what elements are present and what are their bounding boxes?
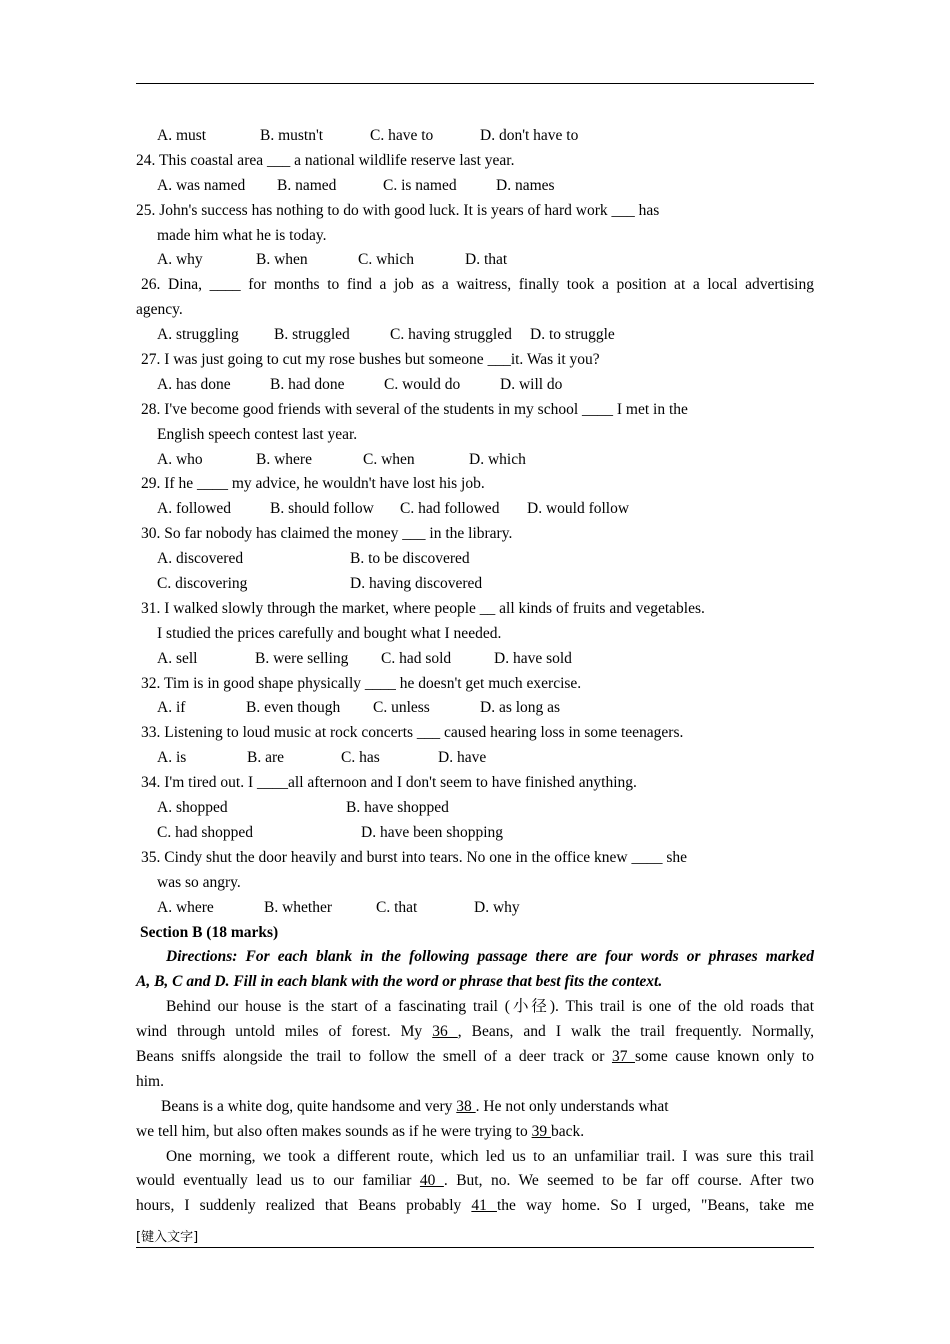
q30-option-a: A. discovered <box>157 550 244 568</box>
q25-stem-line2: made him what he is today. <box>157 226 327 244</box>
q25-options <box>136 248 814 273</box>
q23-option-a: A. must <box>157 127 207 144</box>
passage-text: back. <box>550 1122 585 1140</box>
passage-p1-line3 <box>136 1045 814 1070</box>
q33-option-c: C. has <box>341 749 380 767</box>
passage-text: we tell him, but also often makes sounds as if he were trying to <box>136 1122 532 1140</box>
header-rule <box>136 83 814 84</box>
q23-option-c: C. have to <box>370 127 434 144</box>
q24-option-d: D. names <box>496 176 555 194</box>
q34-options-row1 <box>136 796 814 821</box>
q32-stem: 32. Tim is in good shape physically ____ he doesn't get much exercise. <box>141 674 582 692</box>
q27-stem: 27. I was just going to cut my rose bushes but someone ___it. Was it you? <box>141 351 600 369</box>
q24-stem: 24. This coastal area ___ a national wildlife reserve last year. <box>136 151 515 169</box>
blank-36: 36 <box>432 1023 458 1041</box>
q25-option-c: C. which <box>358 251 414 269</box>
q25-stem-line1: 25. John's success has nothing to do with good luck. It is years of hard work ___ has <box>136 201 660 219</box>
passage-p3-line3 <box>136 1194 814 1219</box>
q30-option-c: C. discovering <box>157 575 248 593</box>
q26-options <box>136 323 814 348</box>
q23-option-b: B. mustn't <box>260 127 324 144</box>
q28-stem-line1: 28. I've become good friends with several of the students in my school ____ I met in the <box>141 400 688 418</box>
directions-line1: Directions: For each blank in the following passage there are four words or phrases marked <box>166 948 814 966</box>
footer-placeholder: [键入文字] <box>136 1230 199 1245</box>
q24-option-b: B. named <box>277 176 337 194</box>
q26-option-a: A. struggling <box>157 326 239 344</box>
q30-option-b: B. to be discovered <box>350 550 470 568</box>
q34-option-c: C. had shopped <box>157 823 254 841</box>
q23-options <box>136 124 814 149</box>
blank-40: 40 <box>419 1172 444 1190</box>
blank-38: 38 <box>456 1097 476 1115</box>
q26-stem-line2: agency. <box>136 301 183 319</box>
passage-p3-line1: One morning, we took a different route, which led us to an unfamiliar trail. I was sure this trail <box>166 1147 814 1165</box>
q32-option-a: A. if <box>157 699 186 717</box>
q27-options <box>136 373 814 398</box>
passage-text: Beans is a white dog, quite handsome and very <box>161 1097 457 1115</box>
q35-options <box>136 896 814 921</box>
q35-stem-line2: was so angry. <box>157 873 241 891</box>
q29-option-d: D. would follow <box>527 500 630 518</box>
q23-option-d: D. don't have to <box>480 127 579 144</box>
q34-option-b: B. have shopped <box>346 799 449 817</box>
passage-text: . But, no. We seemed to be far off course. After two <box>443 1172 815 1190</box>
passage-p1-line1: Behind our house is the start of a fascinating trail (小径). This trail is one of the old roads that <box>166 998 814 1016</box>
q30-stem: 30. So far nobody has claimed the money ___ in the library. <box>141 525 513 543</box>
q29-option-a: A. followed <box>157 500 232 518</box>
footer-rule <box>136 1247 814 1248</box>
q34-option-d: D. have been shopping <box>361 823 504 841</box>
q33-option-d: D. have <box>438 749 487 767</box>
q31-stem-line1: 31. I walked slowly through the market, where people __ all kinds of fruits and vegetables. <box>141 599 705 617</box>
q29-option-b: B. should follow <box>270 500 374 518</box>
blank-39: 39 <box>531 1122 551 1140</box>
q35-option-b: B. whether <box>264 898 333 916</box>
passage-text: , Beans, and I walk the trail frequently. Normally, <box>457 1023 814 1041</box>
q28-option-d: D. which <box>469 450 526 468</box>
q34-options-row2 <box>136 821 814 846</box>
passage-text: wind through untold miles of forest. My <box>136 1023 433 1041</box>
q25-option-b: B. when <box>256 251 308 269</box>
q24-option-c: C. is named <box>383 176 457 194</box>
q26-option-b: B. struggled <box>274 326 350 344</box>
q27-option-d: D. will do <box>500 375 563 393</box>
q32-option-c: C. unless <box>373 699 430 717</box>
q35-option-c: C. that <box>376 898 418 916</box>
q27-option-b: B. had done <box>270 375 345 393</box>
q32-option-b: B. even though <box>246 699 341 717</box>
q32-option-d: D. as long as <box>480 699 561 717</box>
passage-p1-line4: him. <box>136 1072 164 1090</box>
q31-option-c: C. had sold <box>381 649 452 667</box>
passage-p2-line2 <box>136 1120 814 1145</box>
section-b-heading: Section B (18 marks) <box>140 923 279 941</box>
q25-option-a: A. why <box>157 251 203 269</box>
q30-option-d: D. having discovered <box>350 575 483 593</box>
q28-option-c: C. when <box>363 450 415 468</box>
q28-stem-line2: English speech contest last year. <box>157 425 358 443</box>
q26-option-c: C. having struggled <box>390 326 512 344</box>
passage-p1-line2 <box>136 1020 814 1045</box>
q35-stem-line1: 35. Cindy shut the door heavily and burst into tears. No one in the office knew ____ she <box>141 848 687 866</box>
page-content <box>136 124 814 1219</box>
q33-options <box>136 746 814 771</box>
passage-text: hours, I suddenly realized that Beans probably <box>136 1197 472 1215</box>
passage-p3-line2 <box>136 1169 814 1194</box>
passage-text: would eventually lead us to our familiar <box>136 1172 420 1190</box>
q34-stem: 34. I'm tired out. I ____all afternoon and I don't seem to have finished anything. <box>141 774 637 792</box>
q26-stem-line1: 26. Dina, ____ for months to find a job as a waitress, finally took a position at a local advertising <box>141 276 814 294</box>
q29-option-c: C. had followed <box>400 500 500 518</box>
q27-option-a: A. has done <box>157 375 231 393</box>
q31-options <box>136 647 814 672</box>
blank-37: 37 <box>611 1047 635 1065</box>
q28-options <box>136 448 814 473</box>
q25-option-d: D. that <box>465 251 508 269</box>
q31-stem-line2: I studied the prices carefully and bought what I needed. <box>157 624 502 642</box>
q35-option-a: A. where <box>157 898 214 916</box>
passage-text: . He not only understands what <box>475 1097 669 1115</box>
blank-41: 41 <box>471 1197 497 1215</box>
q24-options <box>136 174 814 199</box>
q27-option-c: C. would do <box>384 375 461 393</box>
q28-option-a: A. who <box>157 450 203 468</box>
q33-stem: 33. Listening to loud music at rock concerts ___ caused hearing loss in some teenagers. <box>141 724 684 742</box>
q30-options-row2 <box>136 572 814 597</box>
q29-options <box>136 497 814 522</box>
passage-p2-line1 <box>136 1095 814 1120</box>
q31-option-a: A. sell <box>157 649 198 667</box>
passage-text: the way home. So I urged, "Beans, take me <box>496 1197 815 1215</box>
q34-option-a: A. shopped <box>157 799 228 817</box>
q28-option-b: B. where <box>256 450 312 468</box>
q31-option-d: D. have sold <box>494 649 572 667</box>
directions-line2: A, B, C and D. Fill in each blank with the word or phrase that best fits the context. <box>136 973 663 991</box>
q33-option-b: B. are <box>247 749 285 767</box>
q31-option-b: B. were selling <box>255 649 349 667</box>
q33-option-a: A. is <box>157 749 187 767</box>
passage-text: some cause known only to <box>634 1047 814 1065</box>
q24-option-a: A. was named <box>157 176 246 194</box>
q35-option-d: D. why <box>474 898 520 916</box>
q30-options-row1 <box>136 547 814 572</box>
q29-stem: 29. If he ____ my advice, he wouldn't have lost his job. <box>141 475 485 493</box>
q26-option-d: D. to struggle <box>530 326 615 344</box>
passage-text: Beans sniffs alongside the trail to follow the smell of a deer track or <box>136 1047 612 1065</box>
q32-options <box>136 696 814 721</box>
